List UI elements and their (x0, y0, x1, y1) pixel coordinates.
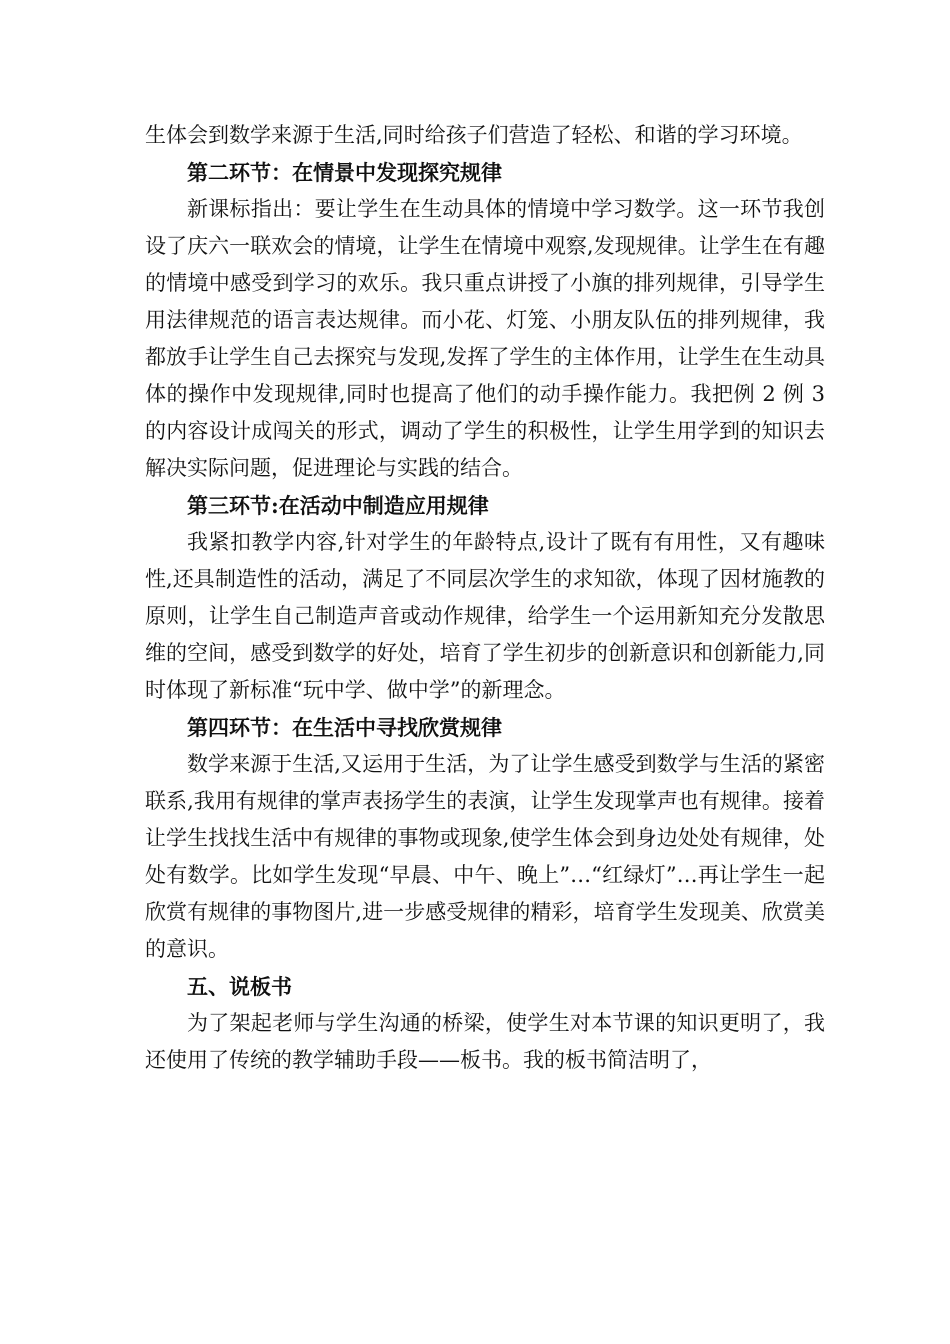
paragraph-continued: 生体会到数学来源于生活,同时给孩子们营造了轻松、和谐的学习环境。 (145, 123, 803, 147)
paragraph-section-5: 为了架起老师与学生沟通的桥梁，使学生对本节课的知识更明了，我还使用了传统的教学辅助手段——板书。我的板书简洁明了， (145, 1011, 825, 1072)
paragraph-section-2: 新课标指出：要让学生在生动具体的情境中学习数学。这一环节我创设了庆六一联欢会的情境，让学生在情境中观察,发现规律。让学生在有趣的情境中感受到学习的欢乐。我只重点讲授了小旗的排列规律，引导学生用法律规范的语言表达规律。而小花、灯笼、小朋友队伍的排列规律，我都放手让学生自己去探究与发现,发挥了学生的主体作用，让学生在生动具体的操作中发现规律,同时也提高了他们的动手操作能力。我把例 2 例 3 的内容设计成闯关的形式，调动了学生的积极性，让学生用学到的知识去解决实际问题，促进理论与实践的结合。 (145, 197, 825, 480)
section-heading-5: 五、说板书 (187, 974, 292, 999)
section-heading-4: 第四环节：在生活中寻找欣赏规律 (187, 715, 502, 740)
paragraph-section-4: 数学来源于生活,又运用于生活，为了让学生感受到数学与生活的紧密联系,我用有规律的掌声表扬学生的表演，让学生发现掌声也有规律。接着让学生找找生活中有规律的事物或现象,使学生体会到身边处处有规律，处处有数学。比如学生发现“早晨、中午、晚上”…“红绿灯”…再让学生一起欣赏有规律的事物图片,进一步感受规律的精彩，培育学生发现美、欣赏美的意识。 (145, 752, 825, 961)
section-heading-2: 第二环节：在情景中发现探究规律 (187, 160, 502, 185)
section-heading-3: 第三环节:在活动中制造应用规律 (187, 493, 489, 518)
paragraph-section-3: 我紧扣教学内容,针对学生的年龄特点,设计了既有有用性，又有趣味性,还具制造性的活动，满足了不同层次学生的求知欲，体现了因材施教的原则，让学生自己制造声音或动作规律，给学生一个运用新知充分发散思维的空间，感受到数学的好处，培育了学生初步的创新意识和创新能力,同时体现了新标准“玩中学、做中学”的新理念。 (145, 530, 825, 702)
document-body (145, 117, 825, 1079)
